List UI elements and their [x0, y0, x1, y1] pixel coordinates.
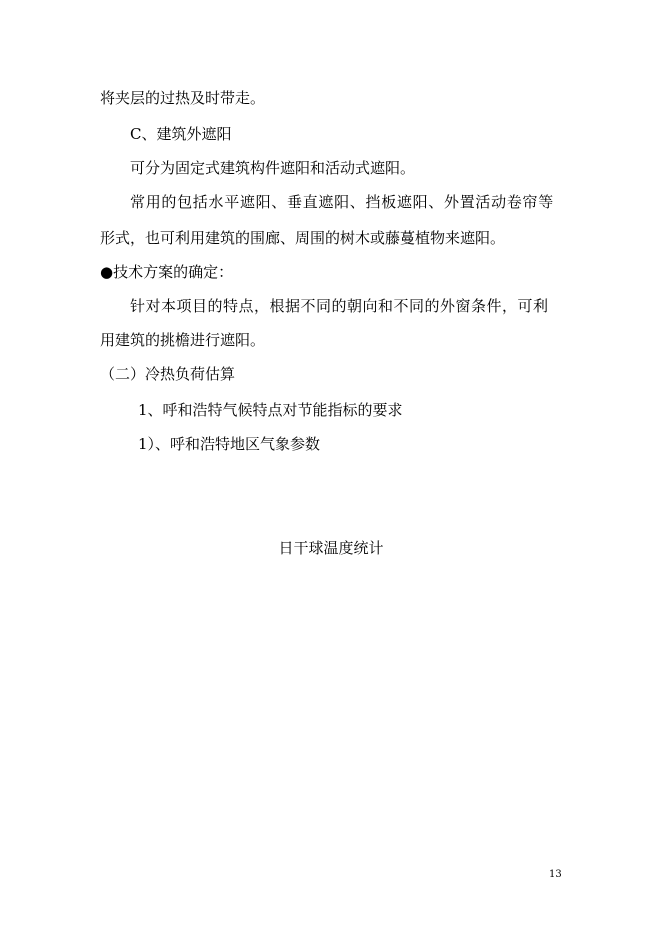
paragraph-line: 用建筑的挑檐进行遮阳。 [100, 331, 266, 349]
paragraph-line: 可分为固定式建筑构件遮阳和活动式遮阳。 [130, 159, 416, 177]
table-title: 日干球温度统计 [278, 539, 384, 557]
page-number: 13 [549, 869, 562, 880]
subsection-heading: 1、呼和浩特气候特点对节能指标的要求 [138, 401, 403, 419]
section-heading: （二）冷热负荷估算 [100, 365, 236, 383]
paragraph-line: 常用的包括水平遮阳、垂直遮阳、挡板遮阳、外置活动卷帘等 [130, 193, 554, 211]
section-heading-c: C、建筑外遮阳 [130, 125, 232, 143]
paragraph-line: 针对本项目的特点，根据不同的朝向和不同的外窗条件，可利 [130, 297, 549, 315]
paragraph-line: 将夹层的过热及时带走。 [100, 89, 266, 107]
paragraph-line: 形式，也可利用建筑的围廊、周围的树木或藤蔓植物来遮阳。 [100, 229, 506, 247]
bullet-heading: ●技术方案的确定： [100, 263, 234, 281]
subsection-heading: 1）、呼和浩特地区气象参数 [138, 435, 321, 453]
